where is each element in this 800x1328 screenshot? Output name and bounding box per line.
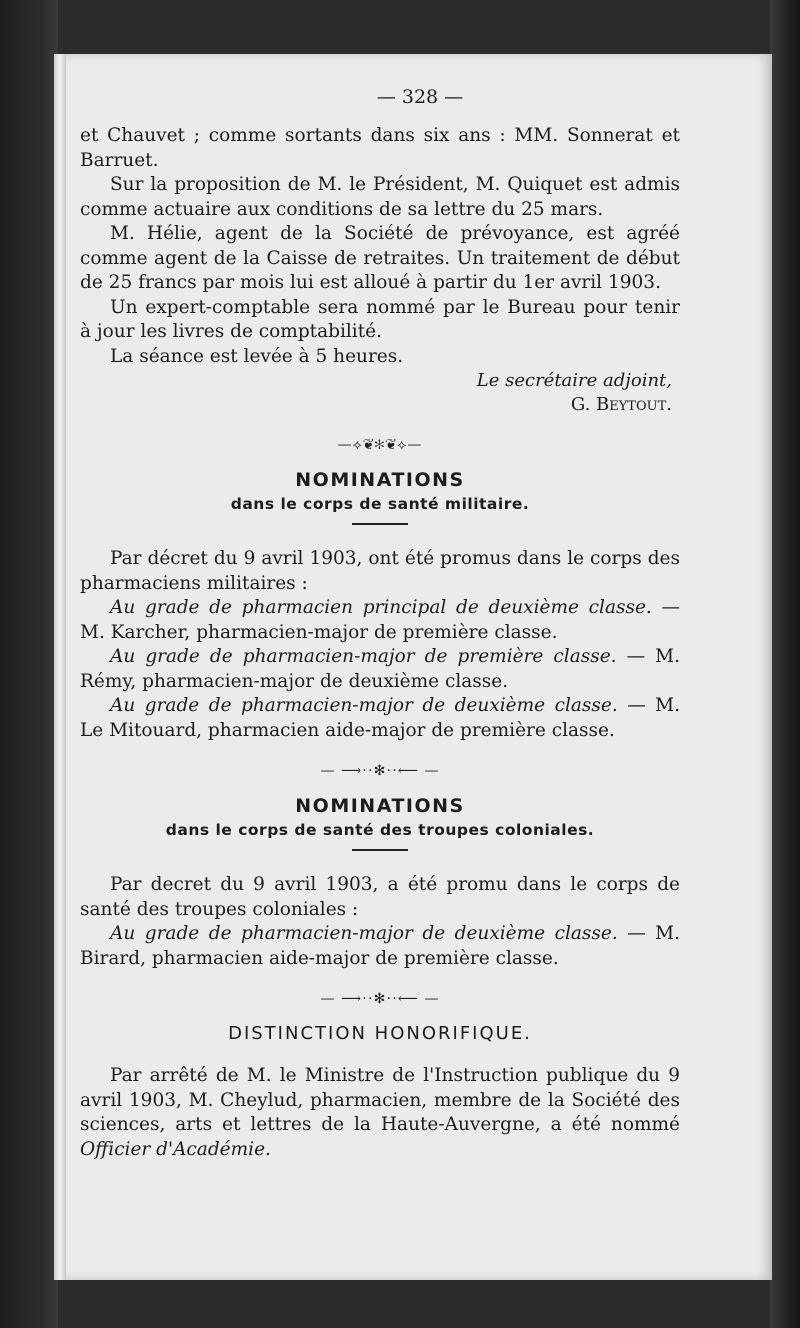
paragraph-2: Sur la proposition de M. le Président, M. Quiquet est admis comme actuaire aux conditions de sa lettre du 25 mars. [80, 174, 680, 220]
section-1-rule [352, 523, 408, 525]
document-page [66, 54, 772, 1280]
paragraph-1: et Chauvet ; comme sortants dans six ans : MM. Sonnerat et Barruet. [80, 125, 680, 171]
page-number: — 328 — [376, 86, 464, 108]
signature-role: Le secrétaire adjoint, [476, 370, 672, 391]
section-1-item-2: Au grade de pharmacien-major de première classe. — M. Rémy, pharmacien-major de deuxième classe. [80, 646, 680, 692]
section-2-item: Au grade de pharmacien-major de deuxième classe. — M. Birard, pharmacien aide-major de première classe. [80, 923, 680, 969]
section-2-rule [352, 849, 408, 851]
section-1-intro: Par décret du 9 avril 1903, ont été promus dans le corps des pharmaciens militaires : [80, 548, 680, 594]
signature-name: G. Beytout. [570, 394, 672, 415]
section-1-item-1: Au grade de pharmacien principal de deuxième classe. — M. Karcher, pharmacien-major de première classe. [80, 597, 680, 643]
paragraph-5: La séance est levée à 5 heures. [110, 345, 404, 367]
scan-background-left [0, 0, 58, 1328]
paragraph-3: M. Hélie, agent de la Société de prévoyance, est agréé comme agent de la Caisse de retraites. Un traitement de début de 25 francs par mois lui est alloué à partir du 1er avril 1903. [80, 223, 680, 293]
paragraph-4: Un expert-comptable sera nommé par le Bureau pour tenir à jour les livres de comptabilité. [80, 296, 680, 342]
scan-background-right [770, 0, 800, 1328]
section-2-subheading: dans le corps de santé des troupes coloniales. [165, 821, 595, 839]
ornament-divider-2: — ⟶⋅⋅✻⋅⋅⟵ — [320, 763, 440, 779]
page-content [80, 86, 680, 1162]
section-1-item-3: Au grade de pharmacien-major de deuxième classe. — M. Le Mitouard, pharmacien aide-major de première classe. [80, 695, 680, 741]
section-3-heading: DISTINCTION HONORIFIQUE. [228, 1023, 532, 1044]
section-1-subheading: dans le corps de santé militaire. [230, 495, 530, 513]
section-1-heading: NOMINATIONS [295, 469, 465, 491]
section-2-intro: Par decret du 9 avril 1903, a été promu dans le corps de santé des troupes coloniales : [80, 874, 680, 920]
ornament-divider-3: — ⟶⋅⋅✻⋅⋅⟵ — [320, 991, 440, 1007]
ornament-divider-1: —⟡❦✻❦⟡— [337, 437, 423, 453]
section-2-heading: NOMINATIONS [295, 795, 465, 817]
section-3-text: Par arrêté de M. le Ministre de l'Instruction publique du 9 avril 1903, M. Cheylud, pharmacien, membre de la Société des sciences, arts et lettres de la Haute-Auvergne, a été nommé Officier d'Académie. [80, 1065, 680, 1160]
